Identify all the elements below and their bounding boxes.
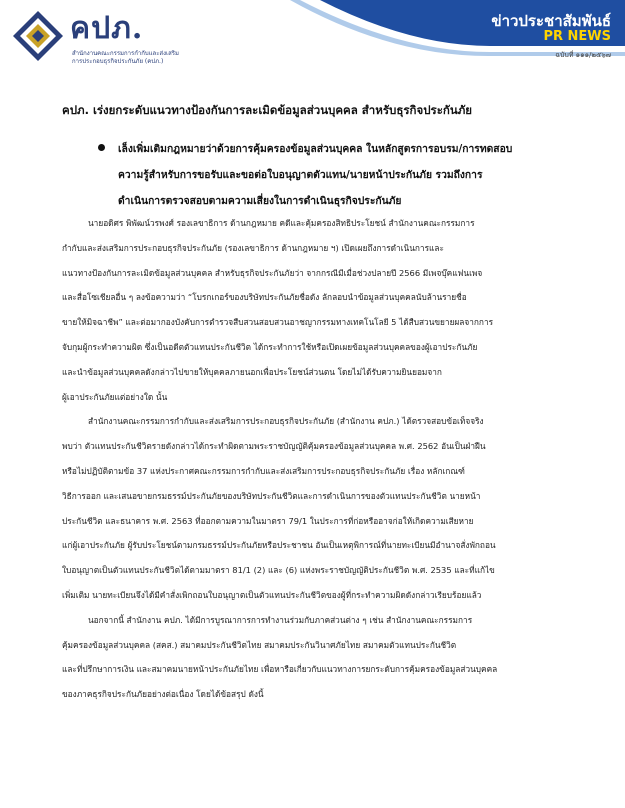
bullet-line: ดำเนินการตรวจสอบตามความเสี่ยงในการดำเนินธุรกิจประกันภัย [118,195,402,207]
headline: คปภ. เร่งยกระดับแนวทางป้องกันการละเมิดข้อมูลส่วนบุคคล สำหรับธุรกิจประกันภัย [62,103,473,117]
bullet-icon [98,144,105,151]
article-body [62,211,592,707]
paragraph-3-line: และที่ปรึกษาการเงิน และสมาคมนายหน้าประกันภัยไทย เพื่อหารือเกี่ยวกับแนวทางการยกระดับการคุ้มครองข้อมูลส่วนบุคคล [62,664,498,675]
issue-number: ฉบับที่ ๑๑๑/๒๕๖๗ [555,51,611,59]
paragraph-2-line: เพิ่มเติม นายทะเบียนจึงได้มีคำสั่งเพิกถอนใบอนุญาตเป็นตัวแทนประกันชีวิตของผู้ที่กระทำความผิดดังกล่าวเรียบร้อยแล้ว [62,589,482,600]
paragraph-2-line: แก่ผู้เอาประกันภัย ผู้รับประโยชน์ตามกรมธรรม์ประกันภัยหรือประชาชน อันเป็นเหตุพิการณ์ที่นายทะเบียนมีอำนาจสั่งพักถอน [62,540,496,551]
paragraph-3-line: ของภาคธุรกิจประกันภัยอย่างต่อเนื่อง โดยได้ข้อสรุป ดังนี้ [62,689,264,700]
summary-bullet [118,136,588,214]
logo-subtitle-2: การประกอบธุรกิจประกันภัย (คปภ.) [72,58,164,65]
paragraph-1-line: และสื่อโซเชียลอื่น ๆ ลงข้อความว่า “โบรกเกอร์ของบริษัทประกันภัยชื่อดัง ลักลอบนำข้อมูลส่วนบุคคลนับล้านรายชื่อ [62,292,467,303]
paragraph-1-line: ขายให้มิจฉาชีพ” และต่อมากองบังคับการตำรวจสืบสวนสอบสวนอาชญากรรมทางเทคโนโลยี 5 ได้สืบสวนขยายผลจากการ [62,317,494,328]
bullet-line: ความรู้สำหรับการขอรับและขอต่อใบอนุญาตตัวแทน/นายหน้าประกันภัย รวมถึงการ [118,169,483,181]
banner-pr-news: PR NEWS [543,29,611,44]
paragraph-2-line: ประกันชีวิต และธนาคาร พ.ศ. 2563 ที่ออกตามความในมาตรา 79/1 ในประการที่ก่อหรืออาจก่อให้เกิดความเสียหาย [62,515,474,526]
paragraph-2-line: ใบอนุญาตเป็นตัวแทนประกันชีวิตได้ตามมาตรา 81/1 (2) และ (6) แห่งพระราชบัญญัติประกันชีวิต พ.ศ. 2535 และที่แก้ไข [62,565,495,576]
paragraph-1-line: จับกุมผู้กระทำความผิด ซึ่งเป็นอดีตตัวแทนประกันชีวิต ได้กระทำการใช้หรือเปิดเผยข้อมูลส่วนบุคคลของผู้เอาประกันภัย [62,341,478,352]
paragraph-1-line: นายอดิศร พิพัฒน์วรพงศ์ รองเลขาธิการ ด้านกฎหมาย คดีและคุ้มครองสิทธิประโยชน์ สำนักงานคณะกรรมการ [88,218,475,228]
logo-text: คปภ. [70,11,144,46]
paragraph-2-line: สำนักงานคณะกรรมการกำกับและส่งเสริมการประกอบธุรกิจประกันภัย (สำนักงาน คปภ.) ได้ตรวจสอบข้อเท็จจริง [88,416,484,427]
banner-title: ข่าวประชาสัมพันธ์ [491,12,611,30]
paragraph-1-line: และนำข้อมูลส่วนบุคคลดังกล่าวไปขายให้บุคคลภายนอกเพื่อประโยชน์ส่วนตน โดยไม่ได้รับความยินยอมจาก [62,366,442,377]
paragraph-1-line: ผู้เอาประกันภัยแต่อย่างใด นั้น [62,391,168,402]
paragraph-3-line: คุ้มครองข้อมูลส่วนบุคคล (สคส.) สมาคมประกันชีวิตไทย สมาคมประกันวินาศภัยไทย สมาคมตัวแทนประกันชีวิต [62,639,457,650]
bullet-line: เล็งเพิ่มเติมกฎหมายว่าด้วยการคุ้มครองข้อมูลส่วนบุคคล ในหลักสูตรการอบรม/การทดสอบ [118,143,513,155]
paragraph-3-line: นอกจากนี้ สำนักงาน คปภ. ได้มีการบูรณาการการทำงานร่วมกับภาคส่วนต่าง ๆ เช่น สำนักงานคณะกรรมการ [88,614,473,625]
paragraph-2-line: พบว่า ตัวแทนประกันชีวิตรายดังกล่าวได้กระทำผิดตามพระราชบัญญัติคุ้มครองข้อมูลส่วนบุคคล พ.ศ. 2562 อันเป็นฝ่าฝืน [62,441,486,452]
header [0,0,625,80]
paragraph-2-line: หรือไม่ปฏิบัติตามข้อ 37 แห่งประกาศคณะกรรมการกำกับและส่งเสริมการประกอบธุรกิจประกันภัย เรื่อง หลักเกณฑ์ [62,465,465,476]
logo-subtitle-1: สำนักงานคณะกรรมการกำกับและส่งเสริม [72,50,179,57]
paragraph-1-line: แนวทางป้องกันการละเมิดข้อมูลส่วนบุคคล สำหรับธุรกิจประกันภัยว่า จากกรณีมีเมื่อช่วงปลายปี 2566 มีเพจบุ๊คแฟนเพจ [62,267,483,278]
oic-logo-mark [12,10,64,62]
paragraph-1-line: กำกับและส่งเสริมการประกอบธุรกิจประกันภัย (รองเลขาธิการ ด้านกฎหมาย ฯ) เปิดเผยถึงการดำเนินการและ [62,242,444,253]
paragraph-2-line: วิธีการออก และเสนอขายกรมธรรม์ประกันภัยของบริษัทประกันชีวิตและการดำเนินการของตัวแทนประกันชีวิต นายหน้า [62,490,481,501]
